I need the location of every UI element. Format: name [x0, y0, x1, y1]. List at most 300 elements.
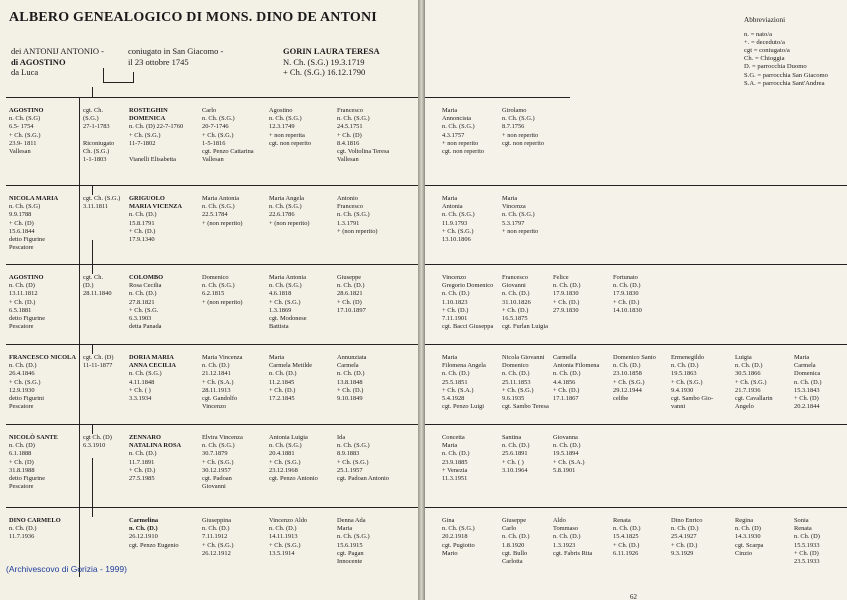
person-detail: Vallesan [202, 156, 224, 164]
person-detail: 30.12.1957 [202, 466, 231, 474]
person-detail: 4.3.1757 [442, 131, 465, 139]
person-detail: DOMENICA [129, 115, 166, 123]
abbreviations-box [744, 16, 828, 88]
person-name: Vincenzo Aldo [269, 517, 308, 524]
person-detail: detto Figurine [9, 236, 46, 244]
person-detail: Francesco [337, 203, 363, 211]
row-separator [425, 264, 847, 265]
person-name: GRIGUOLO [129, 195, 165, 202]
person-detail: cgt. Scarpa [735, 541, 764, 549]
person-detail: cgt. Fabris Rita [553, 549, 593, 557]
person-detail: 8.7.1756 [502, 123, 525, 131]
person-name: Ermenegildo [671, 354, 705, 361]
person-detail: 8.4.1816 [337, 139, 360, 147]
person-name: Aldo [553, 517, 566, 524]
person-detail: Angelo [735, 403, 754, 411]
person-cell [502, 274, 548, 331]
person-detail: + Ch. (S.G.) [442, 227, 474, 235]
person-detail: cgt. Sambo Gio- [671, 395, 714, 403]
person-name: AGOSTINO [9, 274, 44, 281]
person-detail: Carlo [502, 525, 517, 533]
person-detail: 6.11.1926 [613, 549, 639, 557]
header-line: da Luca [11, 67, 39, 77]
person-detail: Pescatore [9, 403, 34, 411]
person-detail: n. Ch. (D.) [553, 533, 581, 541]
person-detail: 23.10.1858 [613, 370, 642, 378]
person-detail: 29.12.1944 [613, 386, 642, 394]
person-detail: n. Ch. (D.) [337, 370, 365, 378]
person-detail: + Ch. (D.) [442, 306, 469, 314]
person-detail: Rosa Cecilia [129, 282, 162, 290]
person-name: cgt. Ch. (S.G.) [83, 195, 121, 202]
descent-line [92, 240, 93, 270]
person-detail: + Ch. (D) [9, 219, 34, 227]
person-detail [83, 132, 114, 140]
person-cell [129, 434, 181, 483]
person-detail: + Ch. (S.G.) [9, 378, 41, 386]
person-detail: n. Ch. (D.) [9, 525, 37, 533]
person-detail: Mario [442, 549, 458, 557]
person-cell [129, 354, 176, 403]
person-cell [202, 107, 254, 164]
person-name: Concetta [442, 434, 465, 441]
person-name: Gina [442, 517, 455, 524]
person-name: Francesco [502, 274, 528, 281]
marriage-bracket [103, 82, 133, 83]
person-detail: 13.10.1806 [442, 236, 471, 244]
person-detail: 1-1-1803 [83, 156, 107, 164]
person-cell [502, 517, 530, 566]
descent-line [92, 424, 93, 434]
person-detail: n. Ch. (S.G.) [269, 115, 302, 123]
row-separator [425, 424, 847, 425]
person-name: FRANCESCO NICOLA [9, 354, 76, 361]
person-detail: n. Ch. (D.) [553, 282, 581, 290]
person-name: Fortunato [613, 274, 638, 281]
person-detail: 31.8.1988 [9, 466, 35, 474]
person-detail: + (non reperito) [269, 219, 310, 227]
row-separator [6, 97, 418, 98]
person-name: cgt Ch. (D) [83, 434, 112, 441]
person-detail: + Venezia [442, 466, 468, 474]
person-cell [794, 517, 820, 566]
person-name: ZENNARO [129, 434, 161, 441]
person-detail: 4.4.1856 [553, 378, 576, 386]
person-detail: 25.4.1927 [671, 533, 697, 541]
person-detail: 28.11.1913 [202, 386, 231, 394]
person-detail: 6.5- 1754 [9, 123, 34, 131]
person-detail: 20.2.1918 [442, 533, 468, 541]
person-detail: 13.5.1914 [269, 549, 295, 557]
person-name: ROSTEGHIN [129, 107, 168, 114]
person-cell [202, 517, 233, 558]
person-detail: 13.8.1848 [337, 378, 363, 386]
person-detail: + Ch. (D) [794, 549, 819, 557]
person-detail: + (non reperito) [337, 227, 378, 235]
person-detail: 28.11.1840 [83, 290, 112, 298]
person-detail: + Ch. (D) [794, 395, 819, 403]
person-detail: n. Ch. (D.) [442, 370, 470, 378]
descent-line [92, 87, 93, 97]
person-detail: n. Ch. (S.G) [9, 203, 41, 211]
person-detail: + (non reperito) [202, 219, 243, 227]
person-detail: 19.5.1894 [553, 450, 579, 458]
person-detail: detto Figurine [9, 475, 46, 483]
person-detail: cgt. non reperito [442, 148, 485, 156]
person-detail: 1.10.1823 [442, 298, 468, 306]
person-detail: 17.10.1897 [337, 306, 366, 314]
abbreviation-item: cgt = coniugato/a [744, 47, 790, 55]
person-detail: 3.11.1811 [83, 203, 109, 211]
person-name: NICOLA MARIA [9, 195, 59, 202]
person-detail: cgt. non reperito [502, 139, 545, 147]
person-detail: Vincenzo [202, 403, 227, 411]
person-name: Carlo [202, 107, 217, 114]
person-detail: 7.11.1912 [202, 533, 228, 541]
person-name: NICOLÒ SANTE [9, 434, 58, 441]
person-name: Dino Enrico [671, 517, 703, 524]
person-name: COLOMBO [129, 274, 164, 281]
person-detail: Carmela Metilde [269, 362, 313, 370]
person-detail: Innocente [337, 558, 363, 566]
header-line: N. Ch. (S.G.) 19.3.1719 [283, 56, 365, 67]
person-detail: 3.3.1934 [129, 395, 152, 403]
person-detail: Antonia [442, 203, 463, 211]
person-detail: n. Ch. (S.G.) [269, 282, 302, 290]
person-detail: + Ch. (S.G.) [502, 386, 534, 394]
person-detail: 15.3.1843 [794, 386, 820, 394]
person-detail: 11-7-1802 [129, 139, 156, 147]
person-detail: + Ch. (S.G.) [9, 131, 41, 139]
person-detail: n. Ch. (D) [794, 533, 820, 541]
person-detail: vanni [671, 403, 686, 411]
person-detail: cgt. Cavallarin [735, 395, 773, 403]
abbreviation-item: S.G. = parrocchia San Giacomo [744, 71, 828, 79]
person-detail: + Ch. (D.) [129, 227, 156, 235]
person-cell [337, 274, 366, 315]
person-detail: n. Ch. (S.G.) [502, 115, 535, 123]
person-detail: Antonia Filomena [553, 362, 600, 370]
person-cell [442, 195, 475, 244]
person-detail: n. Ch. (D.) [269, 370, 297, 378]
person-detail: 11.9.1793 [442, 219, 468, 227]
person-name: Giuseppe [337, 274, 362, 281]
header-mother [283, 46, 380, 78]
person-detail: 13.11.1812 [9, 290, 38, 298]
person-detail: 21.12.1841 [202, 370, 231, 378]
person-name: Denna Ada [337, 517, 366, 524]
row-separator [6, 264, 418, 265]
person-name: Carmelina [129, 517, 159, 524]
descent-line [92, 458, 93, 510]
person-detail: n. Ch. (D.) [9, 362, 37, 370]
person-detail: 11.7.1936 [9, 533, 35, 541]
person-detail: 22.6.1786 [269, 211, 295, 219]
person-name: Carmella [553, 354, 577, 361]
person-detail: 23.9- 1811 [9, 139, 37, 147]
person-detail: detto Figurini [9, 395, 44, 403]
person-detail: 12.3.1749 [269, 123, 295, 131]
person-detail: 19.5.1863 [671, 370, 697, 378]
person-detail: cgt. Bacci Giuseppa [442, 323, 494, 331]
person-cell [613, 274, 642, 315]
person-detail: 7.11.1901 [442, 315, 468, 323]
person-cell [83, 274, 112, 299]
person-cell [269, 354, 312, 403]
row-separator [425, 97, 570, 98]
person-detail: + non reperito [442, 139, 479, 147]
person-detail: n. Ch. (S.G.) [202, 442, 235, 450]
person-detail: 11.2.1845 [269, 378, 295, 386]
person-detail: n. Ch. (D.) [269, 525, 297, 533]
person-detail: n. Ch. (S.G.) [337, 211, 370, 219]
person-detail: n. Ch. (D.) [553, 442, 581, 450]
person-detail: n. Ch. (D.) [553, 370, 581, 378]
person-detail: + Ch. (S.G. [129, 306, 159, 314]
person-detail: 8.9.1883 [337, 450, 360, 458]
person-cell [442, 434, 470, 483]
person-detail: 23.5.1933 [794, 558, 820, 566]
person-detail: 26.12.1910 [129, 533, 158, 541]
person-name: Antonio [337, 195, 358, 202]
person-detail: n. Ch. (D.) [202, 362, 230, 370]
person-name: Domenico [202, 274, 229, 281]
person-detail: Pescatore [9, 244, 34, 252]
person-detail: NATALINA ROSA [129, 442, 182, 450]
person-cell [202, 274, 243, 307]
person-cell [442, 354, 486, 411]
person-detail: + (non reperito) [202, 298, 243, 306]
person-name: AGOSTINO [9, 107, 44, 114]
person-detail: 24.5.1751 [337, 123, 363, 131]
person-cell [613, 517, 641, 558]
person-detail: Filomena Angela [442, 362, 486, 370]
person-detail: celibe [613, 395, 629, 403]
person-detail: 20-7-1746 [202, 123, 229, 131]
person-cell [502, 354, 549, 411]
person-detail: 27.5.1985 [129, 475, 155, 483]
person-detail: n. Ch. (D.) [794, 378, 822, 386]
person-cell [613, 354, 656, 403]
person-detail: 15.4.1825 [613, 533, 639, 541]
person-detail: n. Ch. (D.) [671, 362, 699, 370]
person-name: Annunziata [337, 354, 367, 361]
person-detail: Domenica [794, 370, 821, 378]
person-detail: 26.12.1912 [202, 549, 231, 557]
person-detail: + Ch. (S.G.) [202, 131, 234, 139]
person-detail: Ch. (S.G.) [83, 148, 110, 155]
person-cell [735, 517, 763, 558]
person-detail: Giovanni [502, 282, 526, 290]
person-cell [9, 434, 58, 491]
person-detail: 1.3.1869 [269, 306, 292, 314]
person-cell [502, 434, 530, 475]
person-detail: 17.1.1867 [553, 395, 579, 403]
person-detail: (S.G.) [83, 115, 99, 123]
person-detail: 23.12.1968 [269, 466, 298, 474]
person-detail: 27-1-1783 [83, 123, 110, 131]
person-name: Sonia [794, 517, 809, 524]
person-detail: n. Ch. (S.G.) [502, 211, 535, 219]
person-detail: 15.8.1791 [129, 219, 155, 227]
person-detail: + Ch. (S.G.) [337, 458, 369, 466]
person-detail: + non reperito [502, 131, 539, 139]
right-page [425, 0, 847, 600]
person-detail: + Ch. (D.) [9, 298, 36, 306]
person-detail: 9.4.1930 [671, 386, 694, 394]
person-detail: Annoncista [442, 115, 472, 123]
person-detail: 30.5.1866 [735, 370, 761, 378]
person-detail: ANNA CECILIA [129, 362, 177, 370]
person-detail: cgt. Penzo Luigi [442, 403, 485, 411]
person-detail: n. Ch. (D.) [502, 370, 530, 378]
person-detail: 25.5.1851 [442, 378, 468, 386]
header-marriage [128, 46, 223, 67]
person-detail: 1.3.1923 [553, 541, 576, 549]
person-detail: + Ch. (S.A.) [553, 458, 585, 466]
person-name: Giuseppina [202, 517, 232, 524]
person-name: Regina [735, 517, 754, 524]
person-detail: 21.7.1936 [735, 386, 761, 394]
person-detail: 3.10.1964 [502, 466, 528, 474]
left-page [0, 0, 418, 600]
person-detail: 17.9.1340 [129, 236, 155, 244]
person-cell [83, 434, 112, 450]
abbreviation-item: +. = deceduto/a [744, 39, 785, 47]
person-detail: Gregorio Domenico [442, 282, 494, 290]
person-cell [502, 195, 538, 236]
person-detail: n. Ch. (D.) [442, 450, 470, 458]
person-detail: + Ch. (S.G.) [613, 378, 645, 386]
person-cell [269, 517, 307, 558]
person-detail: 11-11-1877 [83, 362, 113, 370]
person-detail: 15.6.1844 [9, 227, 35, 235]
person-detail: + Ch. (D.) [269, 386, 296, 394]
person-detail: cgt. Modonese [269, 315, 307, 323]
person-cell [337, 517, 370, 566]
person-detail: n. Ch. (D.) [202, 525, 230, 533]
person-detail: 12.9.1930 [9, 386, 35, 394]
person-cell [9, 107, 43, 156]
person-name: DORIA MARIA [129, 354, 174, 361]
person-detail: + Ch. (D.) [129, 466, 156, 474]
person-detail: 9.9.1788 [9, 211, 32, 219]
person-detail: + Ch. (D) [337, 131, 362, 139]
person-detail: cgt. Pagan [337, 549, 364, 557]
header-father [11, 46, 104, 78]
person-name: Santina [502, 434, 522, 441]
person-detail: n. Ch. (D.) [613, 362, 641, 370]
person-detail: n. Ch. (D.) [442, 290, 470, 298]
person-name: Antonia Luigia [269, 434, 308, 441]
person-cell [269, 107, 311, 148]
person-cell [202, 195, 243, 228]
person-detail: cgt. Sambo Teresa [502, 403, 549, 411]
person-detail: 27.8.1821 [129, 298, 155, 306]
person-detail: Riconiugato [83, 139, 115, 147]
person-detail: + Ch. (S.G.) [202, 541, 234, 549]
person-name: Girolamo [502, 107, 527, 114]
person-detail: cgt. Furlan Luigia [502, 323, 548, 331]
person-detail: cgt. Bullo [502, 549, 528, 557]
person-detail: Pescatore [9, 323, 34, 331]
person-detail: 14.11.1913 [269, 533, 298, 541]
person-detail: + Ch. (S.G.) [735, 378, 767, 386]
person-detail: 16.5.1875 [502, 315, 528, 323]
person-detail: 6.1.1888 [9, 450, 32, 458]
person-detail: + Ch. (D.) [337, 386, 364, 394]
person-detail: n. Ch. (S.G.) [202, 203, 235, 211]
person-detail: 6.3.1910 [83, 442, 106, 450]
row-separator [425, 185, 847, 186]
person-cell [202, 354, 242, 411]
person-detail: + Ch. (D) [9, 458, 34, 466]
person-name: Ida [337, 434, 346, 441]
generation-link [404, 97, 418, 98]
image-caption: (Archivescovo di Gorizia - 1999) [6, 564, 127, 574]
person-cell [129, 195, 182, 244]
abbreviation-item: D. = parrocchia Duomo [744, 63, 807, 71]
row-separator [6, 344, 418, 345]
person-detail: + Ch. (D.) [613, 298, 640, 306]
person-cell [442, 107, 484, 156]
person-cell [9, 274, 45, 331]
person-detail: n. Ch. (S.G.) [129, 370, 162, 378]
person-detail: n. Ch. (S.G.) [337, 533, 370, 541]
person-name: Felice [553, 274, 569, 281]
person-detail: Vallesan [9, 148, 31, 156]
person-detail: 11.3.1951 [442, 475, 468, 483]
row-separator [425, 507, 847, 508]
person-detail: + Ch. (D.) [553, 298, 580, 306]
person-cell [9, 517, 61, 542]
person-detail: 26.4.1846 [9, 370, 35, 378]
person-detail: Cinzio [735, 549, 753, 557]
person-detail: 25.6.1891 [502, 450, 528, 458]
person-cell [553, 434, 584, 475]
person-detail: + Ch. (S.G.) [269, 541, 301, 549]
person-detail: cgt. Penzo Antonio [269, 475, 318, 483]
person-detail: + Ch. (S.A.) [202, 378, 234, 386]
person-cell [83, 195, 120, 211]
person-cell [9, 195, 58, 252]
person-detail: 6.3.1903 [129, 315, 152, 323]
person-cell [129, 517, 179, 550]
person-detail: + Ch. ( ) [502, 458, 524, 466]
person-detail: 6.2.1815 [202, 290, 225, 298]
person-name: Maria Vincenza [202, 354, 243, 361]
person-detail: + Ch. (D.) [671, 541, 698, 549]
page-title: ALBERO GENEALOGICO DI MONS. DINO DE ANTONI [9, 10, 377, 25]
person-detail: n. Ch. (D.) [671, 525, 699, 533]
person-detail: MARIA VICENZA [129, 203, 182, 211]
person-detail: n. Ch. (S.G.) [337, 442, 370, 450]
person-detail: 25.11.1853 [502, 378, 531, 386]
person-cell [337, 434, 389, 483]
person-detail: n. Ch. (D.) [337, 282, 365, 290]
person-detail: cgt. Pugiotto [442, 541, 475, 549]
person-detail: detta Panada [129, 323, 162, 331]
person-name: Vincenzo [442, 274, 467, 281]
person-cell [129, 274, 163, 331]
row-separator [6, 424, 418, 425]
person-cell [553, 274, 581, 315]
person-cell [269, 434, 318, 483]
person-detail: 1.3.1791 [337, 219, 360, 227]
person-detail: 4.6.1818 [269, 290, 292, 298]
person-cell [337, 354, 366, 403]
person-detail: + Ch. (S.G.) [129, 131, 161, 139]
